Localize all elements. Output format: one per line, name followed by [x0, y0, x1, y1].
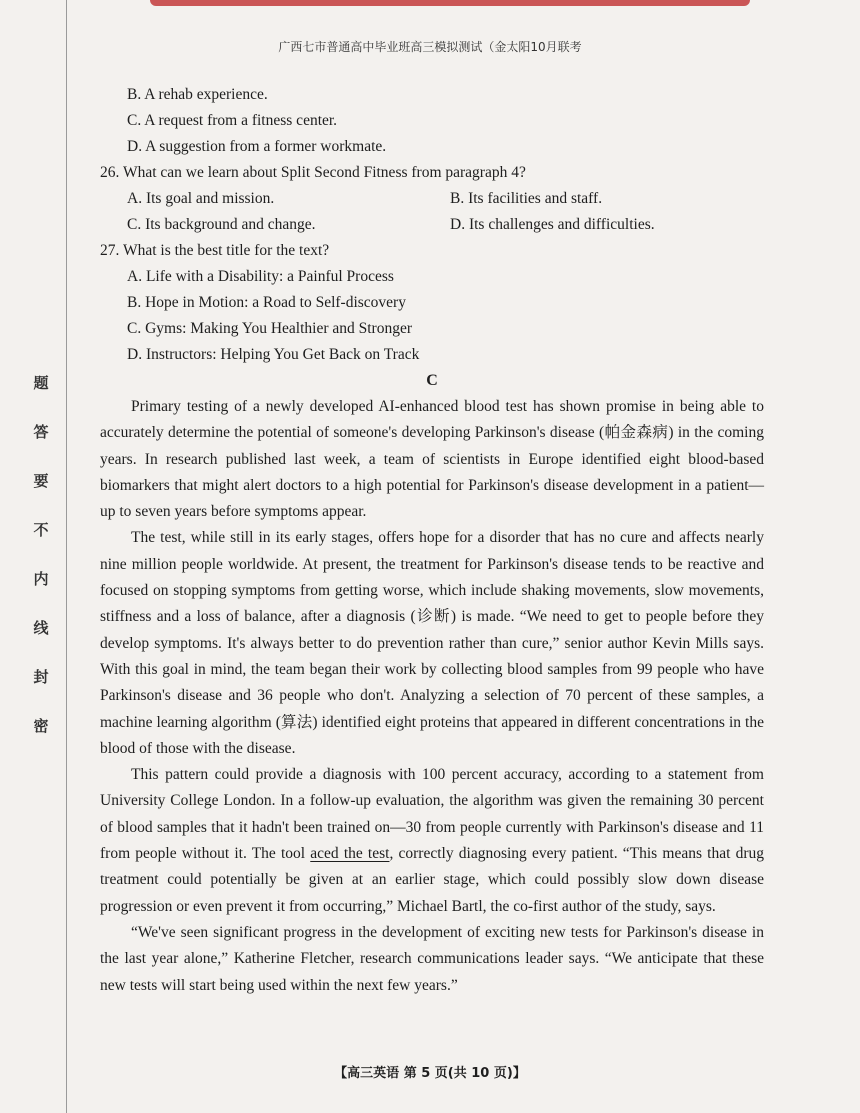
q27-option-d: D. Instructors: Helping You Get Back on Track [127, 346, 420, 363]
notice-char: 线 [33, 619, 49, 637]
q26-option-a: A. Its goal and mission. [127, 190, 275, 207]
q25-option-b: B. A rehab experience. [127, 86, 268, 103]
paragraph-3-text-end: , correctly diagnosing every patient. “This means that drug treatment could potentially be given at an earlier stage, which could possibly slow down disease progression or even prevent it from occurring,” Michael Bartl, the co-first author of the study, says. [100, 845, 764, 915]
q25-options [100, 82, 764, 160]
passage-paragraph-4: “We've seen significant progress in the development of exciting new tests for Parkinson's disease in the last year alone,” Katherine Fletcher, research communications leader says. “We anticipate that these new tests will start being used within the next few years.” [100, 923, 764, 994]
section-c-heading: C [426, 372, 438, 389]
notice-char: 密 [33, 717, 49, 735]
q26-option-c: C. Its background and change. [127, 216, 316, 233]
q27-option-b: B. Hope in Motion: a Road to Self-discovery [127, 294, 406, 311]
page-header: 广西七市普通高中毕业班高三模拟测试（金太阳10月联考 [278, 40, 582, 54]
notice-char: 题 [33, 374, 49, 392]
passage-paragraph-1: Primary testing of a newly developed AI-enhanced blood test has shown promise in being able to accurately determine the potential of someone's developing Parkinson's disease (帕金森病) in the coming years. In research published last week, a team of scientists in Europe identified eight blood-based biomarkers that might alert doctors to a high potential for Parkinson's disease development in a patient—up to seven years before symptoms appear. [100, 398, 764, 521]
paragraph-3-text: This pattern could provide a diagnosis with 100 percent accuracy, according to a statement from University College London. In a follow-up evaluation, the algorithm was given the remaining 30 percent of blood samples that it hadn't been trained on—30 from people currently with Parkinson's disease and 11 from people without it. The tool [100, 766, 764, 863]
notice-char: 要 [33, 472, 49, 490]
passage-paragraph-3 [100, 762, 764, 920]
q26-option-b: B. Its facilities and staff. [450, 190, 603, 207]
q27-option-c: C. Gyms: Making You Healthier and Stronger [127, 320, 413, 337]
q27-option-a: A. Life with a Disability: a Painful Process [127, 268, 394, 285]
underlined-phrase: aced the test [310, 845, 390, 863]
question-26 [100, 160, 764, 238]
binding-line [66, 0, 67, 1113]
notice-char: 封 [33, 668, 49, 686]
notice-char: 不 [33, 521, 49, 539]
q26-option-d: D. Its challenges and difficulties. [450, 216, 655, 233]
q26-stem: 26. What can we learn about Split Second Fitness from paragraph 4? [100, 164, 526, 181]
notice-char: 内 [33, 570, 49, 588]
page-footer: 【高三英语 第 5 页(共 10 页)】 [334, 1066, 526, 1081]
q25-option-c: C. A request from a fitness center. [127, 112, 338, 129]
seal-line-notice [30, 372, 52, 736]
passage-paragraph-2: The test, while still in its early stages, offers hope for a disorder that has no cure and affects nearly nine million people worldwide. At present, the treatment for Parkinson's disease tends to be reactive and focused on stopping symptoms from getting worse, which include shaking movements, slow movements, stiffness and a loss of balance, after a diagnosis (诊断) is made. “We need to get to people before they develop symptoms. It's always better to do prevention rather than cure,” senior author Kevin Mills says. With this goal in mind, the team began their work by collecting blood samples from 99 people who have Parkinson's disease and 36 people who don't. Analyzing a selection of 70 percent of these samples, a machine learning algorithm (算法) identified eight proteins that appeared in different concentrations in the blood of those with the disease. [100, 529, 764, 757]
q25-option-d: D. A suggestion from a former workmate. [127, 138, 387, 155]
top-color-band [150, 0, 750, 6]
question-27 [100, 238, 764, 368]
page-content [100, 82, 764, 999]
notice-char: 答 [33, 423, 49, 441]
q27-stem: 27. What is the best title for the text? [100, 242, 330, 259]
